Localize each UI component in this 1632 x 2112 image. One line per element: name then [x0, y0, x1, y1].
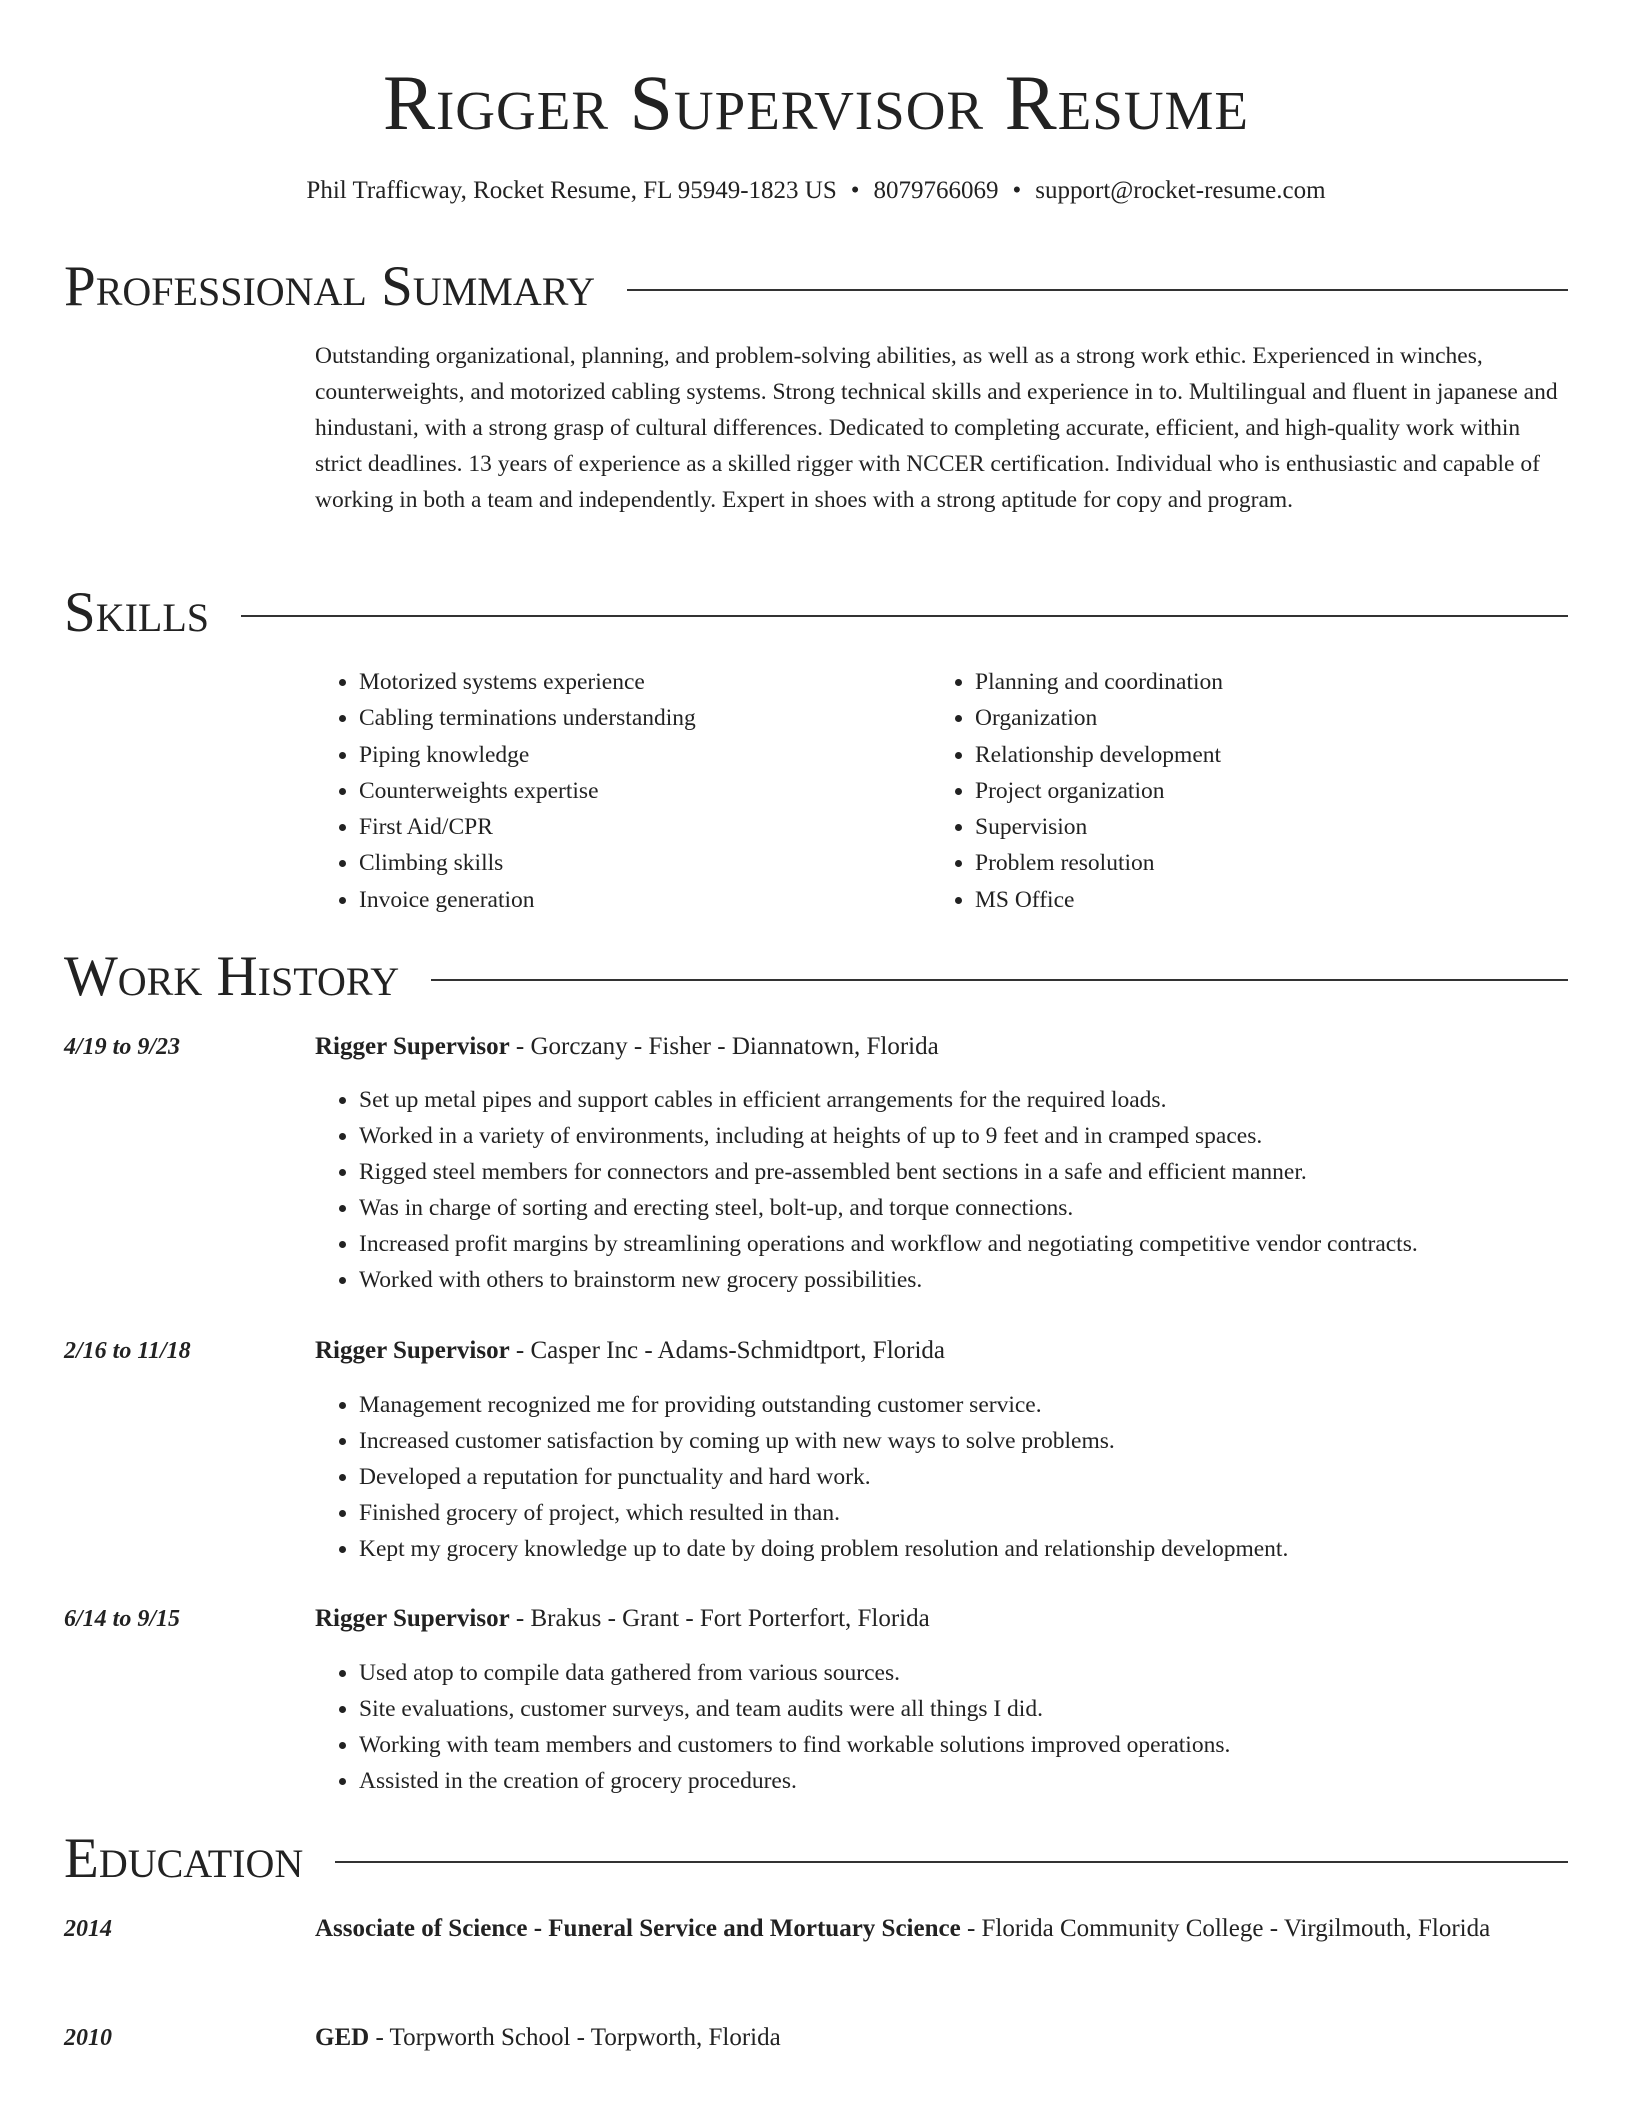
- work-heading: Work History: [64, 945, 400, 1008]
- education-details: - Torpworth School - Torpworth, Florida: [369, 2024, 781, 2051]
- contact-email: support@rocket-resume.com: [1035, 177, 1326, 204]
- summary-heading-row: [64, 255, 1568, 319]
- job-heading: [315, 1331, 1570, 1371]
- skill-item: • Cabling terminations understanding: [359, 700, 919, 736]
- skill-item: • First Aid/CPR: [359, 809, 919, 845]
- contact-phone: 8079766069: [873, 177, 999, 204]
- skill-item: • Invoice generation: [359, 882, 919, 918]
- skill-item: • Piping knowledge: [359, 737, 919, 773]
- summary-heading: Professional Summary: [64, 255, 596, 318]
- job-bullet: • Kept my grocery knowledge up to date by doing problem resolution and relationship development.: [359, 1531, 1614, 1567]
- job-bullet: • Working with team members and customers to find workable solutions improved operations.: [359, 1727, 1614, 1763]
- skill-item: • Climbing skills: [359, 845, 919, 881]
- skill-item: • Problem resolution: [975, 845, 1535, 881]
- skills-list-left: [315, 664, 919, 918]
- skill-item: • Planning and coordination: [975, 664, 1535, 700]
- job-details: - Gorczany - Fisher - Diannatown, Florida: [509, 1033, 939, 1060]
- job-bullets: [315, 1082, 1614, 1298]
- contact-separator: •: [850, 177, 860, 204]
- job-bullet: • Increased profit margins by streamlining operations and workflow and negotiating competitive vendor contracts.: [359, 1226, 1614, 1262]
- job-bullets: [315, 1655, 1614, 1799]
- education-heading: Education: [64, 1827, 304, 1890]
- section-divider: [241, 615, 1568, 617]
- education-details: - Florida Community College - Virgilmouth, Florida: [960, 1915, 1491, 1942]
- job-bullet: • Developed a reputation for punctuality and hard work.: [359, 1459, 1614, 1495]
- skill-item: • Motorized systems experience: [359, 664, 919, 700]
- work-heading-row: [64, 945, 1568, 1009]
- skills-list-right: [931, 664, 1535, 918]
- job-details: - Casper Inc - Adams-Schmidtport, Florida: [509, 1337, 946, 1364]
- skill-item: • Relationship development: [975, 737, 1535, 773]
- job-bullet: • Worked with others to brainstorm new grocery possibilities.: [359, 1262, 1614, 1298]
- job-dates: 6/14 to 9/15: [64, 1606, 181, 1632]
- education-year: 2014: [64, 1916, 112, 1942]
- page-title: Rigger Supervisor Resume: [382, 59, 1250, 146]
- job-role: Rigger Supervisor: [315, 1337, 510, 1364]
- job-role: Rigger Supervisor: [315, 1033, 510, 1060]
- skill-item: • Organization: [975, 700, 1535, 736]
- education-heading-row: [64, 1827, 1568, 1891]
- job-bullet: • Finished grocery of project, which resulted in than.: [359, 1495, 1614, 1531]
- job-dates: 4/19 to 9/23: [64, 1034, 181, 1060]
- job-bullet: • Was in charge of sorting and erecting steel, bolt-up, and torque connections.: [359, 1190, 1614, 1226]
- job-bullet: • Set up metal pipes and support cables in efficient arrangements for the required loads.: [359, 1082, 1614, 1118]
- skill-item: • MS Office: [975, 882, 1535, 918]
- job-heading: [315, 1027, 1570, 1067]
- job-bullet: • Management recognized me for providing outstanding customer service.: [359, 1387, 1614, 1423]
- section-divider: [431, 979, 1568, 981]
- skills-heading-row: [64, 581, 1568, 645]
- contact-address: Phil Trafficway, Rocket Resume, FL 95949-1823 US: [306, 177, 837, 204]
- job-details: - Brakus - Grant - Fort Porterfort, Florida: [509, 1605, 930, 1632]
- education-degree: Associate of Science - Funeral Service and Mortuary Science: [315, 1915, 961, 1942]
- education-degree: GED: [315, 2024, 370, 2051]
- skill-item: • Project organization: [975, 773, 1535, 809]
- job-bullets: [315, 1387, 1614, 1567]
- skill-item: • Supervision: [975, 809, 1535, 845]
- job-heading: [315, 1599, 1570, 1639]
- contact-line: [0, 174, 1632, 208]
- job-bullet: • Worked in a variety of environments, including at heights of up to 9 feet and in cramped spaces.: [359, 1118, 1614, 1154]
- job-bullet: • Used atop to compile data gathered from various sources.: [359, 1655, 1614, 1691]
- job-bullet: • Site evaluations, customer surveys, and team audits were all things I did.: [359, 1691, 1614, 1727]
- job-bullet: • Increased customer satisfaction by coming up with new ways to solve problems.: [359, 1423, 1614, 1459]
- skill-item: • Counterweights expertise: [359, 773, 919, 809]
- contact-separator: •: [1012, 177, 1022, 204]
- section-divider: [627, 289, 1568, 291]
- skills-heading: Skills: [64, 581, 210, 644]
- job-dates: 2/16 to 11/18: [64, 1338, 191, 1364]
- education-year: 2010: [64, 2025, 112, 2051]
- job-role: Rigger Supervisor: [315, 1605, 510, 1632]
- summary-text: Outstanding organizational, planning, and problem-solving abilities, as well as a strong work ethic. Experienced in winches, counterweights, and motorized cabling systems. Strong technical skills and experience in to. Multilingual and fluent in japanese and hindustani, with a strong grasp of cultural differences. Dedicated to completing accurate, efficient, and high-quality work within strict deadlines. 13 years of experience as a skilled rigger with NCCER certification. Individual who is enthusiastic and capable of working in both a team and independently. Expert in shoes with a strong aptitude for copy and program.: [315, 343, 1558, 513]
- education-entry: [315, 1909, 1570, 1949]
- job-bullet: • Rigged steel members for connectors and pre-assembled bent sections in a safe and efficient manner.: [359, 1154, 1614, 1190]
- job-bullet: • Assisted in the creation of grocery procedures.: [359, 1763, 1614, 1799]
- education-entry: [315, 2018, 1570, 2058]
- section-divider: [335, 1861, 1568, 1863]
